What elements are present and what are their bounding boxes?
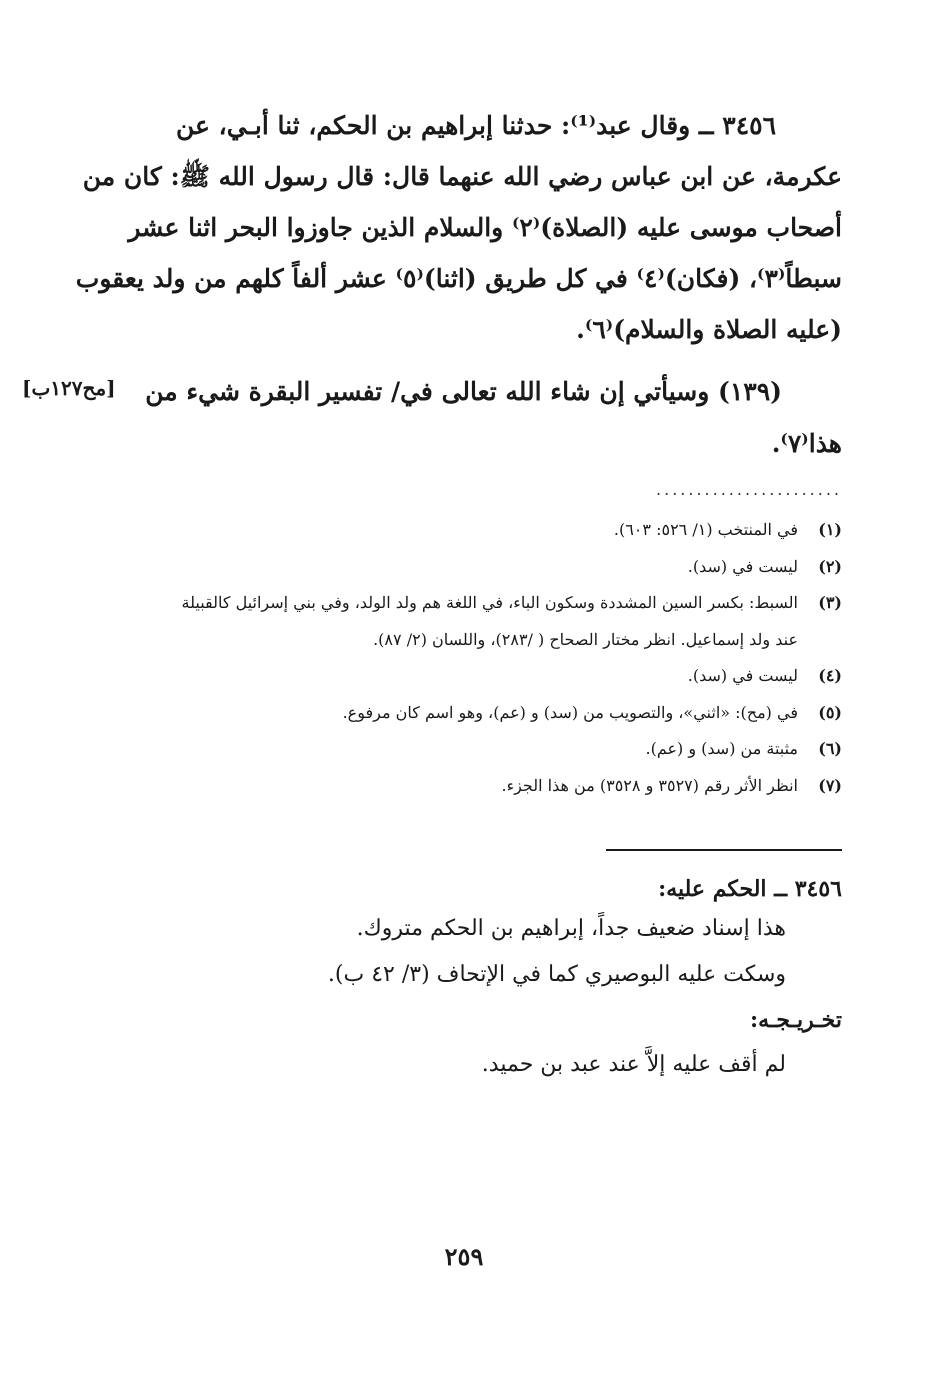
main-line-5: (عليه الصلاة والسلام)⁽٦⁾. [576, 315, 842, 344]
footnote-text [107, 585, 798, 658]
footnote-separator: ....................... [656, 480, 842, 499]
ruling-line-1: هذا إسناد ضعيف جداً، إبراهيم بن الحكم متروك. [356, 916, 786, 941]
note-paragraph [82, 366, 842, 470]
footnote-number: (١) [818, 520, 842, 539]
main-line-2: عكرمة، عن ابن عباس رضي الله عنهما قال: قال رسول الله ﷺ: كان من [82, 162, 842, 191]
footnote-text: انظر الأثر رقم (٣٥٢٧ و ٣٥٢٨) من هذا الجزء. [501, 775, 798, 795]
takhrij-heading: تخـريـجـه: [749, 1007, 842, 1033]
footnote-text: ليست في (سد). [687, 666, 798, 685]
footnote-4 [107, 658, 842, 695]
ruling-heading: ٣٤٥٦ ــ الحكم عليه: [658, 876, 842, 902]
footnote-number: (٥) [818, 702, 842, 722]
footnote-2 [107, 549, 842, 586]
note-line-1: (١٣٩) وسيأتي إن شاء الله تعالى في/ تفسير البقرة شيء من [145, 377, 782, 406]
footnote-text-line-1: السبط: بكسر السين المشددة وسكون الباء، في اللغة هم ولد الولد، وفي بني إسرائيل كالقبيلة [181, 593, 798, 612]
footnote-5 [107, 695, 842, 732]
footnote-6 [107, 731, 842, 768]
page-number: ٢٥٩ [444, 1242, 484, 1271]
main-line-4: سبطاً⁽٣⁾، (فكان)⁽٤⁾ في كل طريق (اثنا)⁽٥⁾ عشر ألفاً كلهم من ولد يعقوب [75, 264, 842, 293]
footnote-3 [107, 585, 842, 658]
footnote-text: ليست في (سد). [687, 556, 798, 576]
footnote-text: في (مح): «اثني»، والتصويب من (سد) و (عم)، وهو اسم كان مرفوع. [342, 702, 798, 722]
footnote-number: (٦) [818, 739, 842, 758]
ruling-line-2: وسكت عليه البوصيري كما في الإتحاف (٣/ ٤٢ ب). [327, 962, 786, 987]
footnote-1 [107, 512, 842, 549]
note-line-2: هذا⁽٧⁾. [771, 429, 842, 458]
takhrij-line-1: لم أقف عليه إلاَّ عند عبد بن حميد. [481, 1052, 786, 1077]
footnote-text-line-2: عند ولد إسماعيل. انظر مختار الصحاح ( /٢٨٣)، واللسان (٢/ ٨٧). [373, 629, 798, 649]
margin-reference: [مح١٢٧ب] [22, 376, 116, 400]
footnotes [107, 512, 842, 804]
main-line-1: ٣٤٥٦ ــ وقال عبد⁽¹⁾: حدثنا إبراهيم بن الحكم، ثنا أبـي، عن [176, 111, 776, 140]
footnote-number: (٢) [818, 556, 842, 576]
main-paragraph [75, 100, 842, 355]
main-line-3: أصحاب موسى عليه (الصلاة)⁽٢⁾ والسلام الذين جاوزوا البحر اثنا عشر [128, 213, 842, 242]
footnote-text: في المنتخب (١/ ٥٢٦: ٦٠٣). [613, 520, 798, 539]
footnote-number: (٣) [818, 593, 842, 612]
footnote-7 [107, 768, 842, 805]
footnote-number: (٤) [818, 666, 842, 685]
ruling-section [107, 872, 842, 1088]
footnote-number: (٧) [818, 775, 842, 795]
footnote-text: مثبتة من (سد) و (عم). [645, 739, 798, 758]
section-divider [606, 849, 842, 851]
